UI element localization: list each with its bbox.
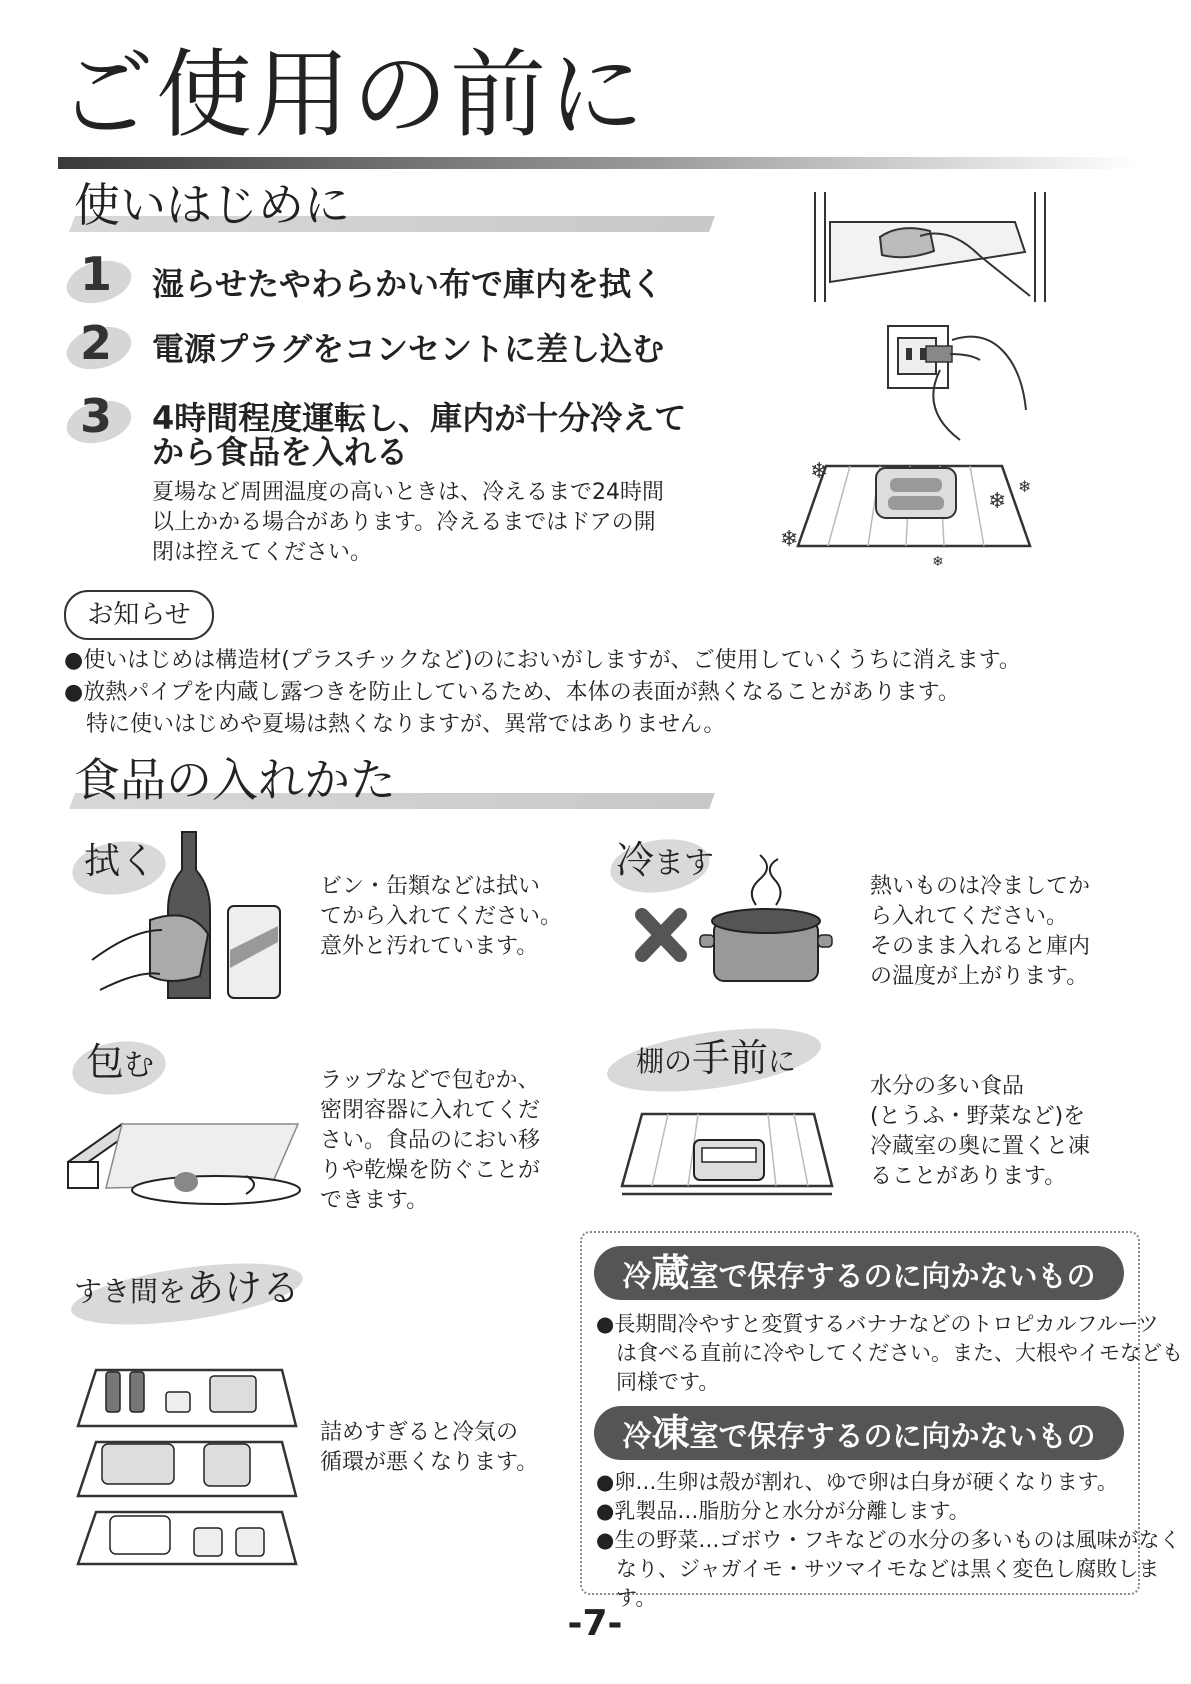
cooled-shelf-illustration [780,458,1050,568]
wrap-label-main: 包 [86,1040,125,1084]
freezer-title-b: 凍 [651,1411,690,1455]
svg-text:❄: ❄ [780,527,799,552]
svg-text:❄: ❄ [810,459,829,484]
fridge-text-line1: ●長期間冷やすと変質するバナナなどのトロピカルフルーツ [596,1312,1159,1336]
step-2-text: 電源プラグをコンセントに差し込む [152,330,665,368]
gap-label [74,1266,300,1318]
front-label-a: 棚の [636,1045,693,1078]
front-text-line3: 冷蔵室の奥に置くと凍 [870,1134,1091,1159]
spaced-shelves-illustration [74,1356,300,1566]
svg-text:❄: ❄ [1018,477,1032,496]
cool-label-main: 冷 [616,838,655,882]
gap-label-b: あける [186,1266,301,1310]
freezer-text-line4: なり、ジャガイモ・サツマイモなどは黒く変色し腐敗します。 [616,1557,1160,1610]
step-1-number: 1 [79,247,112,301]
freezer-unsuitable-title [594,1406,1124,1460]
info-bullet-1: ●使いはじめは構造材(プラスチックなど)のにおいがしますが、ご使用していくうちに消えます。 [64,648,1021,673]
wipe-text-line2: てから入れてください。 [320,904,563,929]
wrap-text-line3: さい。食品のにおい移 [320,1128,541,1153]
fridge-text-line2: は食べる直前に冷やしてください。また、大根やイモなども [616,1341,1183,1365]
wipe-shelf-illustration [810,192,1050,304]
step-3-text-line1: 4時間程度運転し、庫内が十分冷えて [152,399,687,437]
bottle-can-illustration [90,830,300,1000]
fridge-title-a: 冷 [622,1259,652,1293]
page-number: -7- [567,1603,623,1644]
hot-pot-illustration [630,855,830,995]
plug-illustration [880,320,1030,440]
step-3-note-line1: 夏場など周囲温度の高いときは、冷えるまで24時間 [152,480,664,505]
wrap-text-line2: 密閉容器に入れてくだ [320,1098,541,1123]
wrap-text-line4: りや乾燥を防ぐことが [320,1158,541,1183]
front-label [636,1036,796,1088]
page-title: ご使用の前に [58,39,646,151]
fridge-text-line3: 同様です。 [616,1370,720,1394]
front-label-b: 手前 [692,1036,769,1080]
wrap-label [86,1040,154,1092]
wipe-text-line3: 意外と汚れています。 [320,934,539,959]
step-3-note-line3: 閉は控えてください。 [152,540,373,565]
freezer-title-a: 冷 [622,1419,652,1453]
freezer-title-c: 室で保存するのに向かないもの [689,1419,1096,1453]
step-1-text: 湿らせたやわらかい布で庫内を拭く [152,265,664,303]
wrap-illustration [66,1112,306,1212]
info-bullet-2: ●放熱パイプを内蔵し露つきを防止しているため、本体の表面が熱くなることがあります。 [64,680,960,705]
info-bullet-2-continued: 特に使いはじめや夏場は熱くなりますが、異常ではありません。 [86,712,726,737]
fridge-title-b: 蔵 [651,1251,690,1295]
title-underline [58,157,1138,169]
front-label-c: に [768,1045,797,1078]
wrap-label-suffix: む [124,1048,155,1083]
step-3-text-line2: から食品を入れる [152,433,409,471]
svg-text:❄: ❄ [988,489,1007,514]
svg-text:❄: ❄ [932,554,944,570]
gap-text-line2: 循環が悪くなります。 [320,1450,539,1475]
freezer-text-line1: ●卵…生卵は殻が割れ、ゆで卵は白身が硬くなります。 [596,1470,1118,1494]
cool-text-line1: 熱いものは冷ましてか [870,874,1091,899]
front-text-line2: (とうふ・野菜など)を [870,1104,1086,1129]
wrap-text-line5: できます。 [320,1188,429,1213]
section-heading-food: 食品の入れかた [74,753,396,807]
section-heading-start: 使いはじめに [74,178,350,232]
wipe-text-line1: ビン・缶類などは拭い [320,874,541,899]
step-2-number: 2 [79,316,112,370]
fridge-title-c: 室で保存するのに向かないもの [689,1259,1096,1293]
front-text-line1: 水分の多い食品 [870,1074,1025,1099]
fridge-unsuitable-title [594,1246,1124,1300]
wipe-label: 拭く [84,841,157,882]
wrap-text-line1: ラップなどで包むか、 [320,1068,540,1093]
gap-text-line1: 詰めすぎると冷気の [320,1420,519,1445]
gap-label-a: すき間を [74,1275,187,1308]
front-shelf-illustration [618,1110,838,1200]
info-badge: お知らせ [64,590,214,640]
cool-text-line2: ら入れてください。 [870,904,1069,929]
step-3-number: 3 [79,389,112,443]
step-3-note-line2: 以上かかる場合があります。冷えるまではドアの開 [152,510,656,535]
freezer-text-line2: ●乳製品…脂肪分と水分が分離します。 [596,1499,970,1523]
cool-text-line4: の温度が上がります。 [870,964,1089,989]
cool-label-suffix: ます [654,846,715,881]
freezer-text-line3: ●生の野菜…ゴボウ・フキなどの水分の多いものは風味がなく [596,1528,1181,1552]
front-text-line4: ることがあります。 [870,1164,1067,1189]
cool-text-line3: そのまま入れると庫内 [870,934,1091,959]
